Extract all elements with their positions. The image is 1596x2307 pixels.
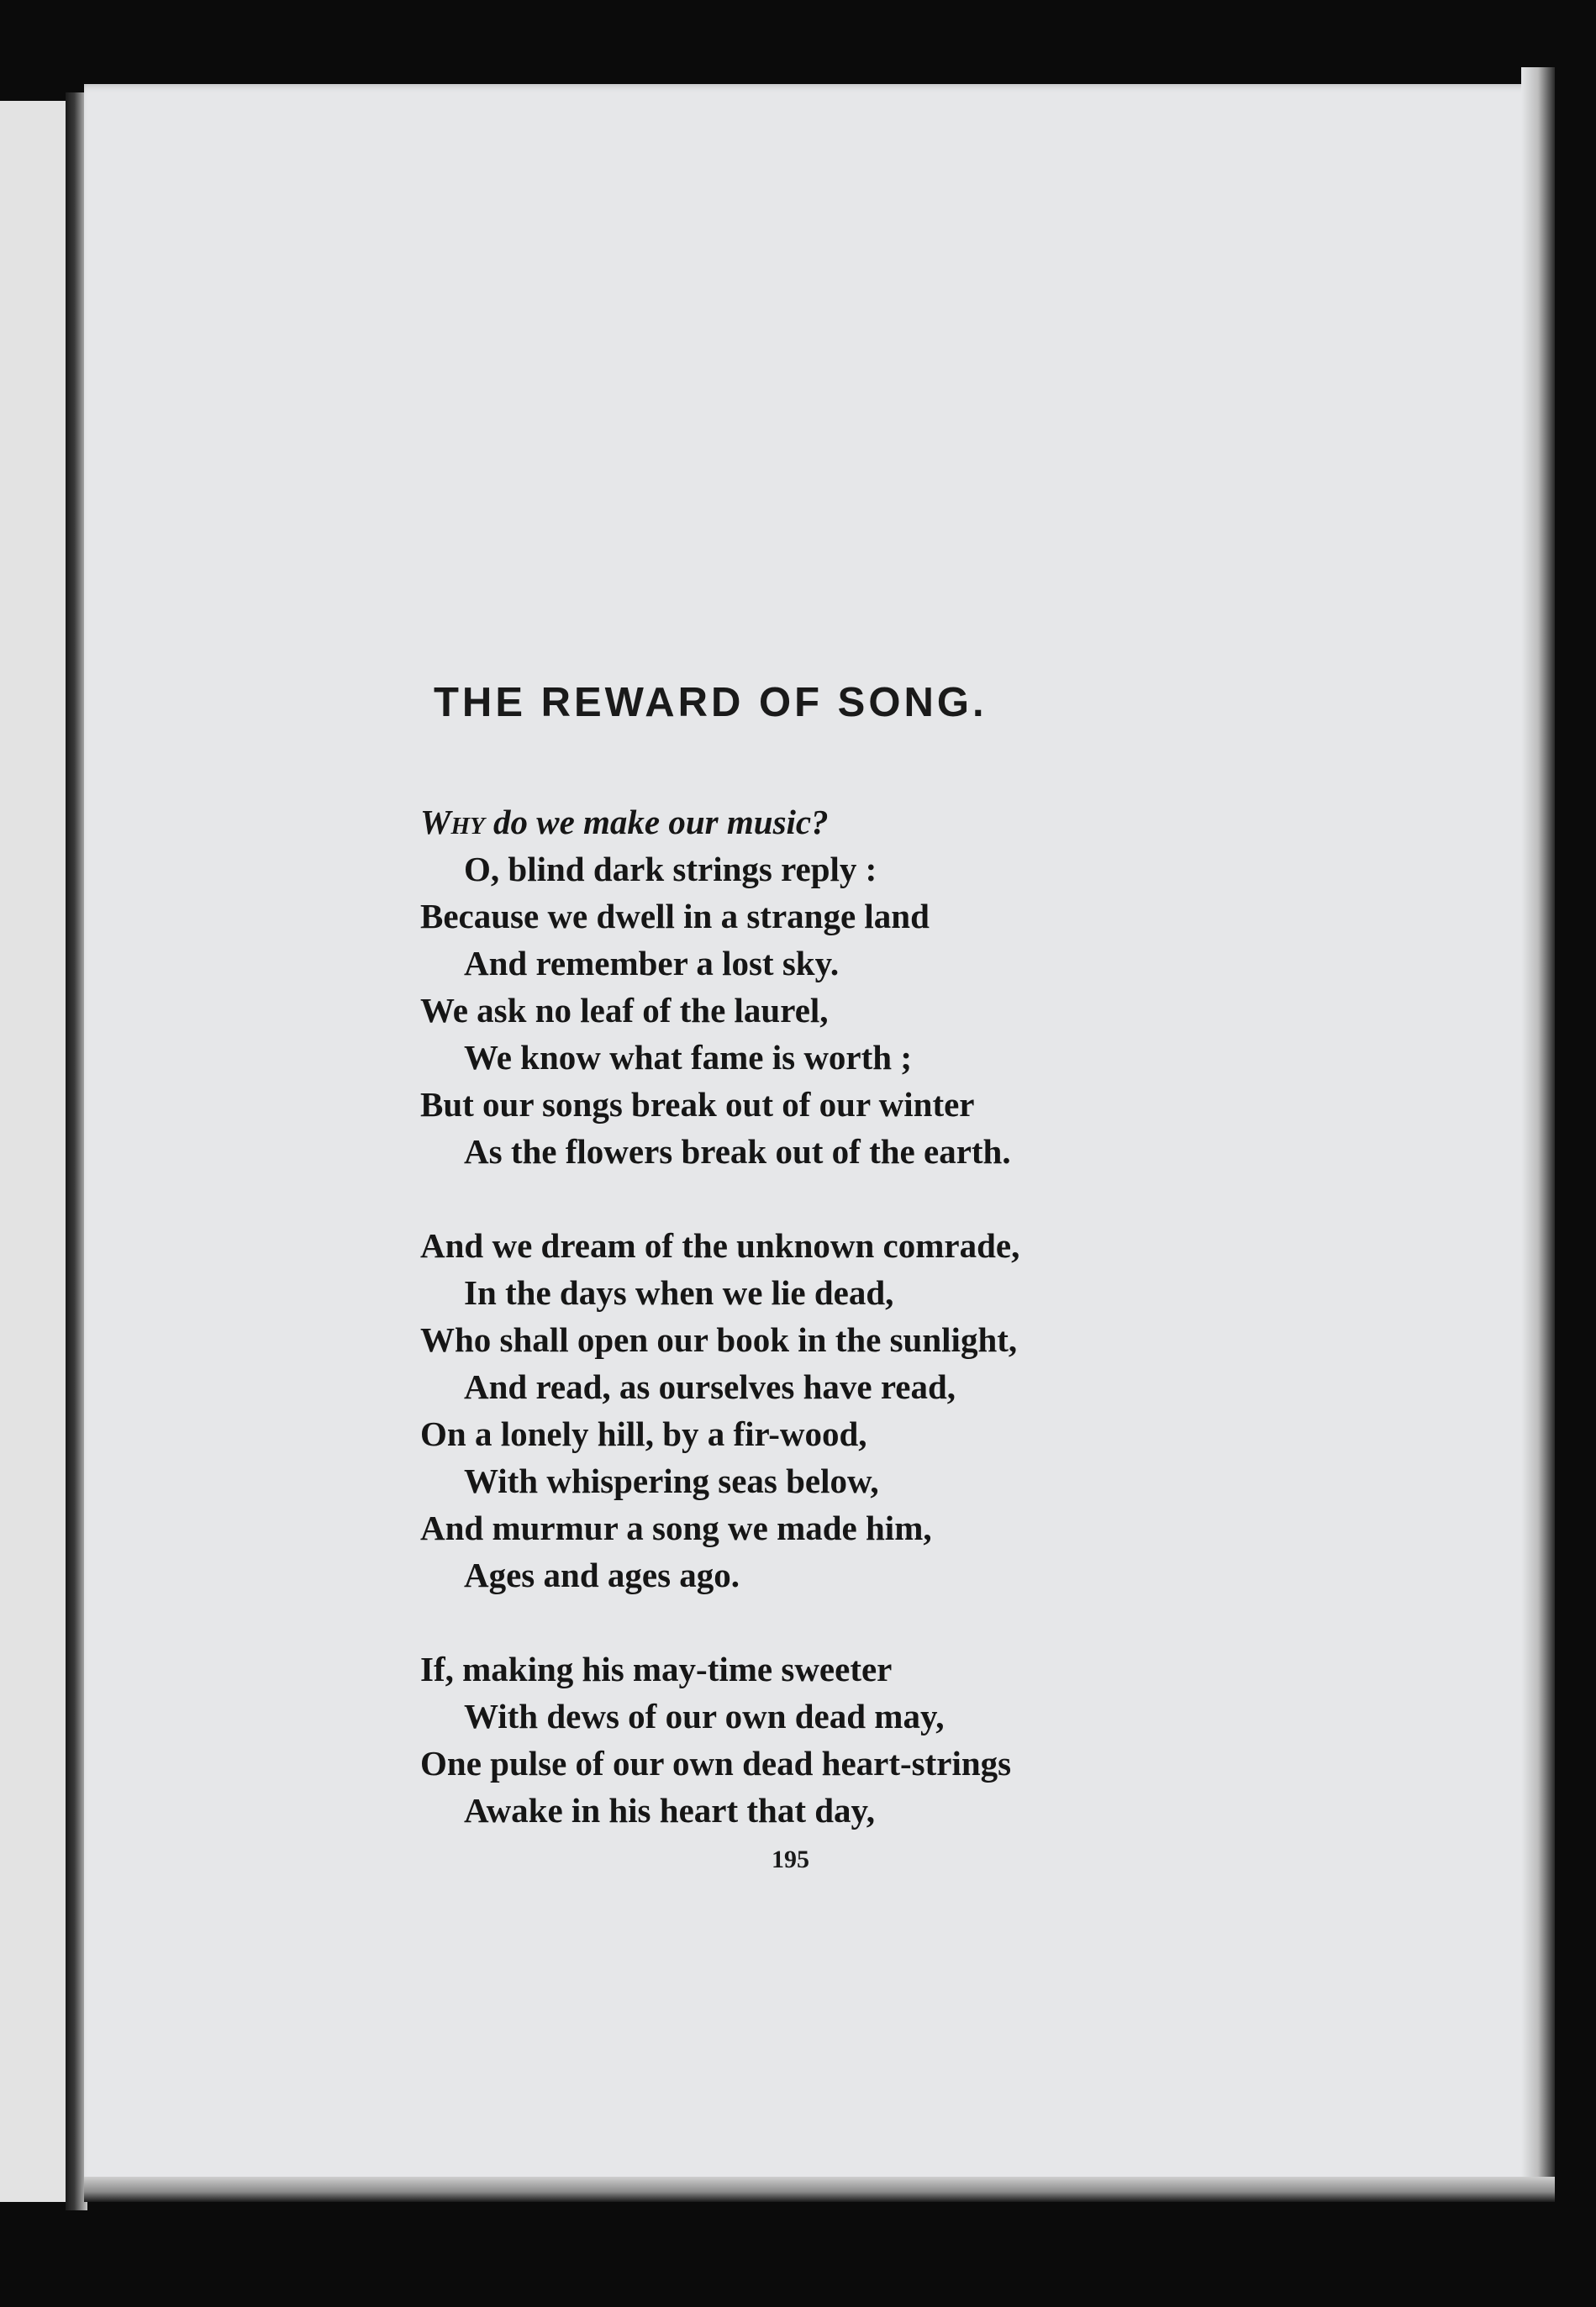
page-bottom-edge (84, 2177, 1555, 2202)
stanza-2 (420, 1222, 1177, 1599)
poem-body (420, 798, 1177, 1834)
poem-line: Ages and ages ago. (464, 1556, 740, 1594)
poem-line: And murmur a song we made him, (420, 1509, 932, 1547)
poem-line: And read, as ourselves have read, (464, 1367, 956, 1406)
first-line-lead: Why (420, 803, 485, 841)
poem-line: On a lonely hill, by a fir-wood, (420, 1414, 867, 1453)
poem-line: Who shall open our book in the sunlight, (420, 1320, 1018, 1359)
poem-line: One pulse of our own dead heart-strings (420, 1744, 1012, 1783)
poem-line: And we dream of the unknown comrade, (420, 1226, 1020, 1265)
facing-page-edge (0, 101, 69, 2202)
stanza-gap (420, 1599, 1177, 1646)
poem-line: But our songs break out of our winter (420, 1085, 975, 1124)
stanza-gap (420, 1175, 1177, 1222)
first-line-rest: do we make our music? (484, 803, 829, 841)
poem-line: If, making his may-time sweeter (420, 1650, 893, 1688)
poem-line: And remember a lost sky. (464, 944, 840, 982)
page-number: 195 (772, 1846, 809, 1873)
poem-line: As the flowers break out of the earth. (464, 1132, 1011, 1171)
poem-line: In the days when we lie dead, (464, 1273, 894, 1312)
poem-line: With dews of our own dead may, (464, 1697, 945, 1736)
page-right-edge (1521, 67, 1555, 2202)
stanza-3 (420, 1646, 1177, 1834)
poem-line: Awake in his heart that day, (464, 1791, 876, 1830)
poem-line: Because we dwell in a strange land (420, 897, 930, 935)
stanza-1 (420, 798, 1177, 1175)
poem-title: THE REWARD OF SONG. (434, 680, 988, 725)
poem-line: We ask no leaf of the laurel, (420, 991, 829, 1030)
poem-line: With whispering seas below, (464, 1462, 879, 1500)
poem-line: O, blind dark strings reply : (464, 850, 877, 888)
poem-line: We know what fame is worth ; (464, 1038, 912, 1077)
poem-line (420, 798, 1177, 845)
